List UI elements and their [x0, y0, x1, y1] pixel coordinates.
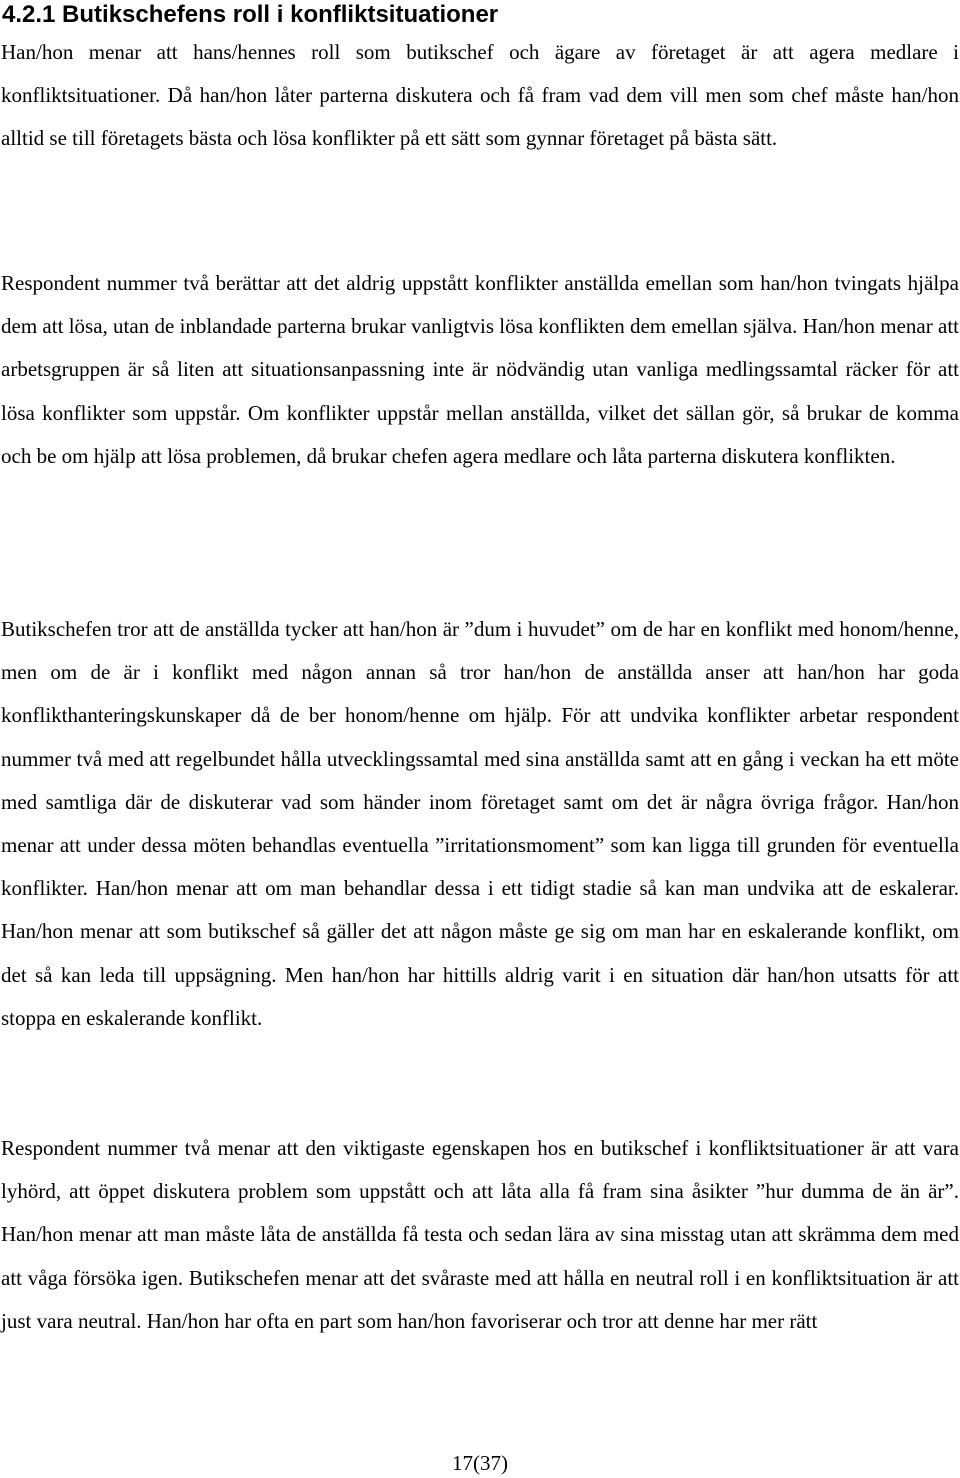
section-heading: 4.2.1 Butikschefens roll i konfliktsituationer — [2, 1, 499, 28]
paragraph-1: Han/hon menar att hans/hennes roll som butikschef och ägare av företaget är att agera medlare i konfliktsituationer. Då han/hon låter parterna diskutera och få fram vad dem vill men som chef måste han/hon alltid se till företagets bästa och lösa konflikter på ett sätt som gynnar företaget på bästa sätt. — [1, 40, 959, 151]
page-number: 17(37) — [452, 1451, 508, 1475]
paragraph-4: Respondent nummer två menar att den viktigaste egenskapen hos en butikschef i konfliktsituationer är att vara lyhörd, att öppet diskutera problem som uppstått och att låta alla få fram sina åsikter ”hur dumma de än är”. Han/hon menar att man måste låta de anställda få testa och sedan lära av sina misstag utan att skrämma dem med att våga försöka igen. Butikschefen menar att det svåraste med att hålla en neutral roll i en konfliktsituation är att just vara neutral. Han/hon har ofta en part som han/hon favoriserar och tror att denne har mer rätt — [1, 1136, 959, 1333]
paragraph-3: Butikschefen tror att de anställda tycker att han/hon är ”dum i huvudet” om de har en konflikt med honom/henne, men om de är i konflikt med någon annan så tror han/hon de anställda anser att han/hon har goda konflikthanteringskunskaper då de ber honom/henne om hjälp. För att undvika konflikter arbetar respondent nummer två med att regelbundet hålla utvecklingssamtal med sina anställda samt att en gång i veckan ha ett möte med samtliga där de diskuterar vad som händer inom företaget samt om det är några övriga frågor. Han/hon menar att under dessa möten behandlas eventuella ”irritationsmoment” som kan ligga till grunden för eventuella konflikter. Han/hon menar att om man behandlar dessa i ett tidigt stadie så kan man undvika att de eskalerar. Han/hon menar att som butikschef så gäller det att någon måste ge sig om man har en eskalerande konflikt, om det så kan leda till uppsägning. Men han/hon har hittills aldrig varit i en situation där han/hon utsatts för att stoppa en eskalerande konflikt. — [1, 617, 959, 1030]
paragraph-2: Respondent nummer två berättar att det aldrig uppstått konflikter anställda emellan som han/hon tvingats hjälpa dem att lösa, utan de inblandade parterna brukar vanligtvis lösa konflikten dem emellan själva. Han/hon menar att arbetsgruppen är så liten att situationsanpassning inte är nödvändig utan vanliga medlingssamtal räcker för att lösa konflikter som uppstår. Om konflikter uppstår mellan anställda, vilket det sällan gör, så brukar de komma och be om hjälp att lösa problemen, då brukar chefen agera medlare och låta parterna diskutera konflikten. — [1, 271, 959, 468]
